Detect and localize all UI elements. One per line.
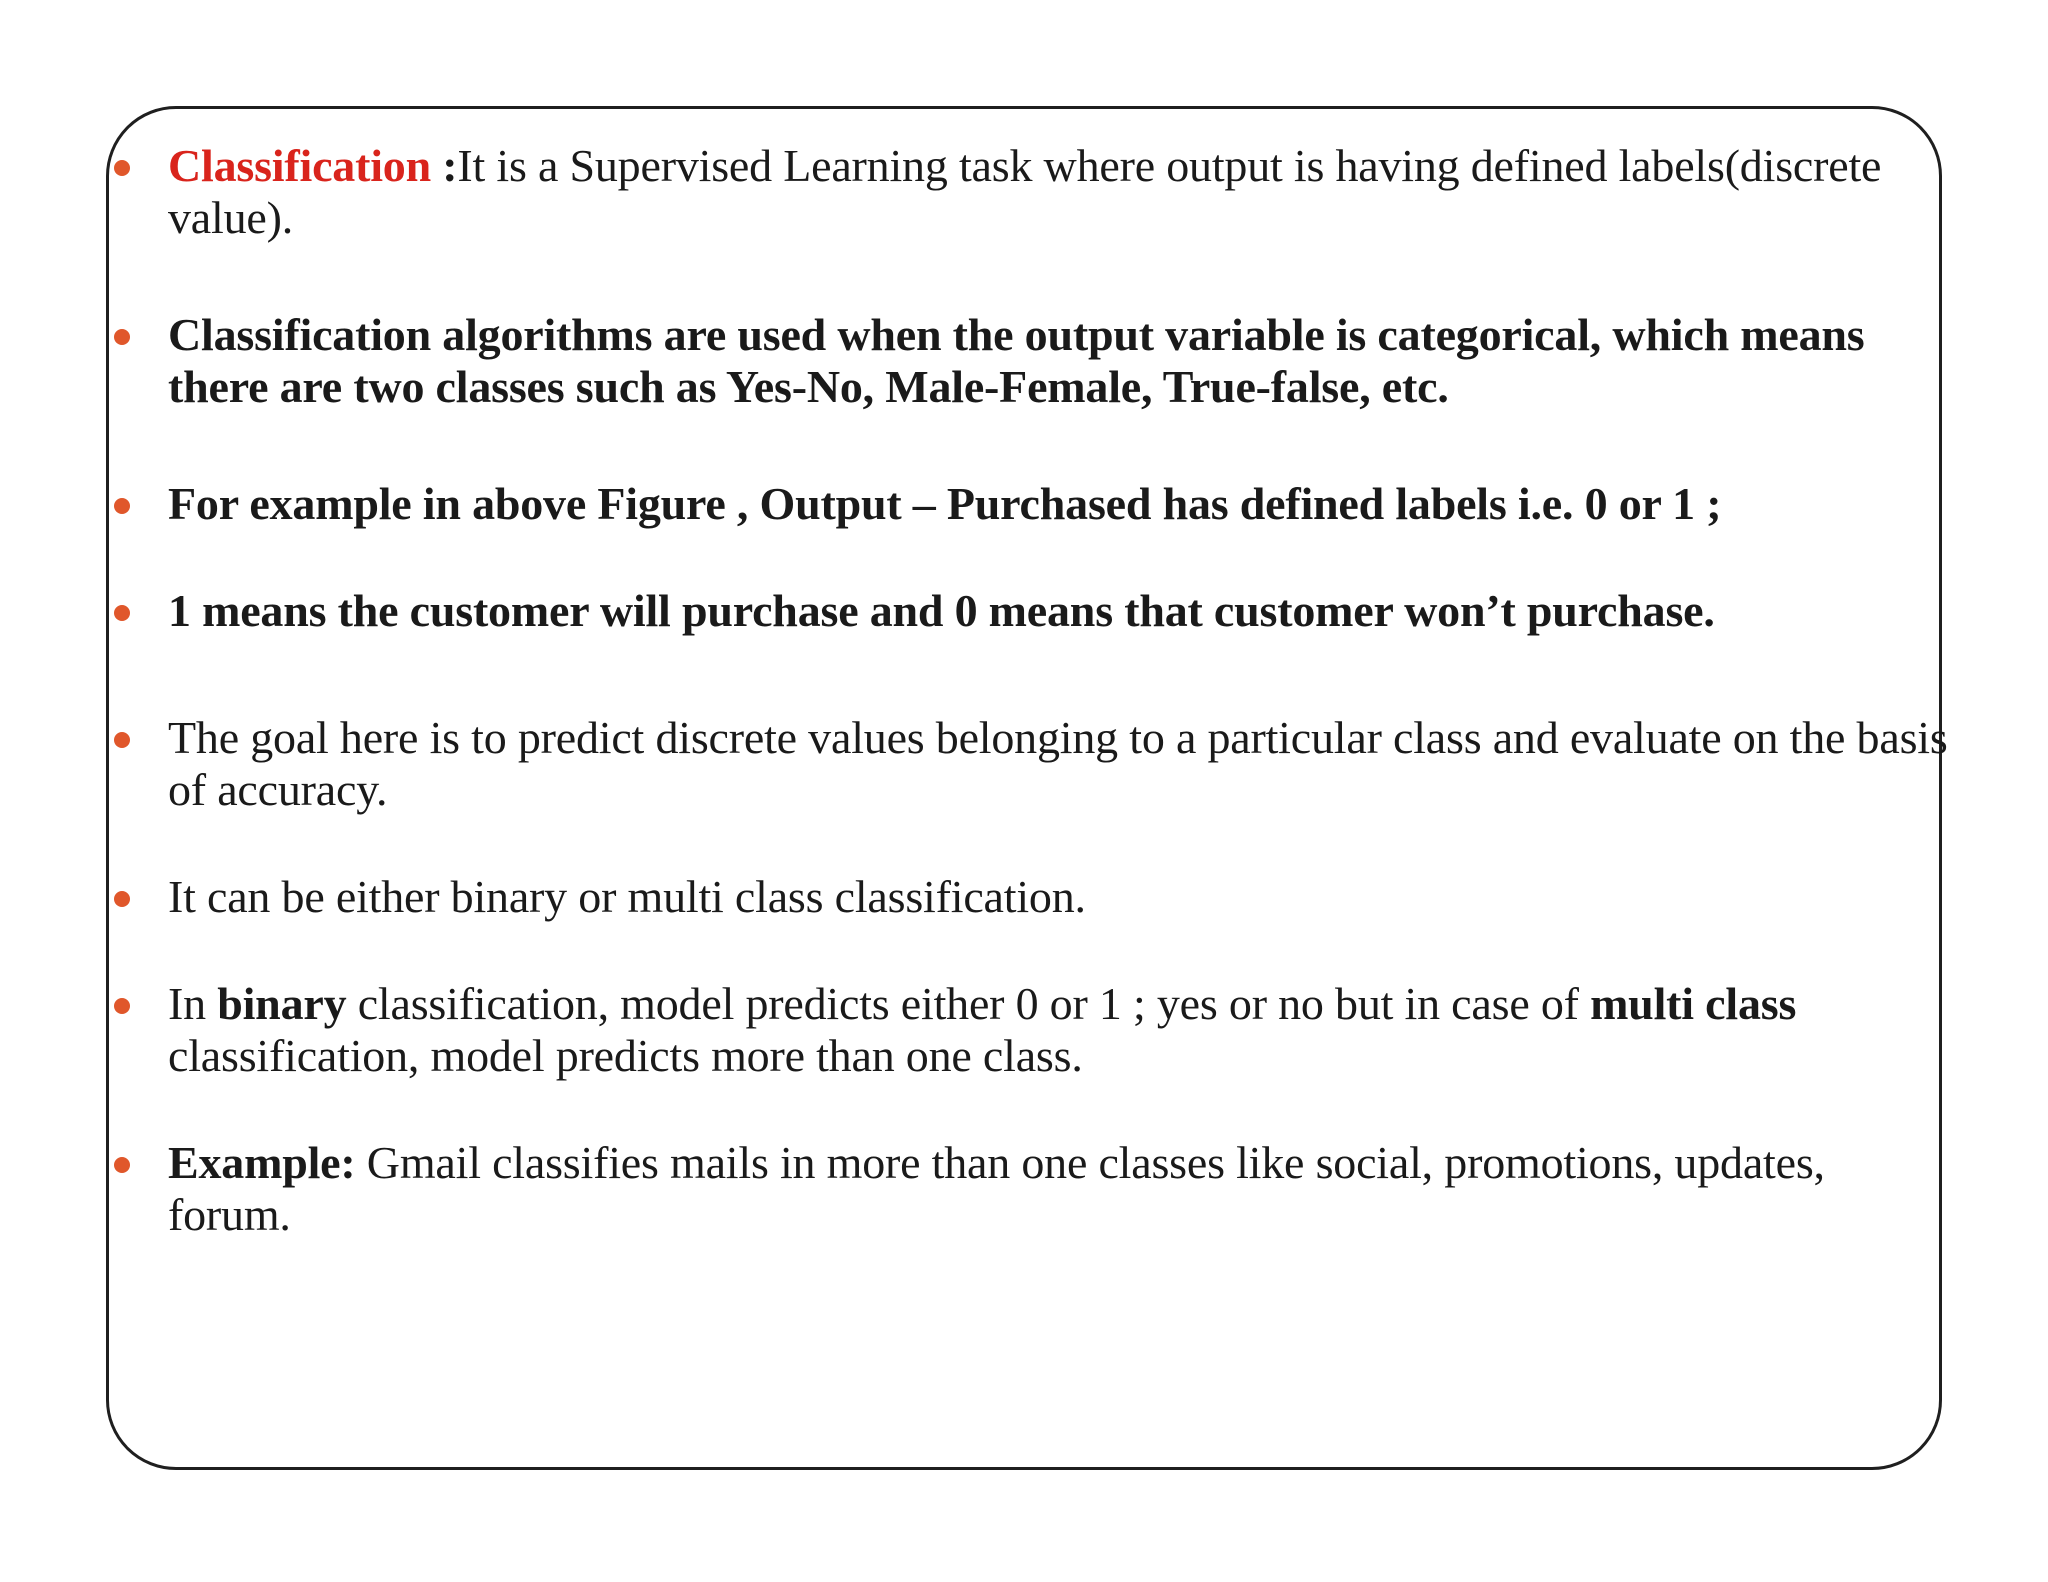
term-binary: binary xyxy=(217,978,347,1029)
term-multi-class: multi class xyxy=(1590,978,1797,1029)
bullet-figure-example xyxy=(108,478,1948,530)
definition-text: It is a Supervised Learning task where output is having defined labels(discrete value). xyxy=(168,140,1882,243)
bullet-text: The goal here is to predict discrete values belonging to a particular class and evaluate on the basis of accuracy. xyxy=(168,712,1948,815)
bullet-list xyxy=(108,140,1948,1241)
text-mid: classification, model predicts either 0 or 1 ; yes or no but in case of xyxy=(346,978,1591,1029)
bullet-classification-definition xyxy=(108,140,1948,244)
bullet-dot-icon xyxy=(114,605,130,621)
bullet-purchase-meaning xyxy=(108,585,1948,637)
bullet-binary-vs-multi xyxy=(108,978,1948,1082)
bullet-text: Classification algorithms are used when the output variable is categorical, which means there are two classes such as Yes-No, Male-Female, True-false, etc. xyxy=(168,309,1865,412)
example-label: Example: xyxy=(168,1137,356,1188)
bullet-goal xyxy=(108,712,1948,816)
bullet-dot-icon xyxy=(114,160,130,176)
bullet-text: It can be either binary or multi class classification. xyxy=(168,871,1086,922)
bullet-dot-icon xyxy=(114,998,130,1014)
bullet-gmail-example xyxy=(108,1137,1948,1241)
bullet-dot-icon xyxy=(114,1157,130,1173)
bullet-dot-icon xyxy=(114,498,130,514)
bullet-text: For example in above Figure , Output – Purchased has defined labels i.e. 0 or 1 ; xyxy=(168,478,1722,529)
bullet-binary-or-multi xyxy=(108,871,1948,923)
bullet-dot-icon xyxy=(114,891,130,907)
bullet-dot-icon xyxy=(114,329,130,345)
text-post: classification, model predicts more than one class. xyxy=(168,1030,1083,1081)
term-classification: Classification xyxy=(168,140,443,191)
example-text: Gmail classifies mails in more than one classes like social, promotions, updates, forum. xyxy=(168,1137,1825,1240)
text-pre: In xyxy=(168,978,218,1029)
bullet-text: 1 means the customer will purchase and 0 means that customer won’t purchase. xyxy=(168,585,1715,636)
bullet-categorical-output xyxy=(108,309,1948,413)
term-separator: : xyxy=(442,140,458,191)
bullet-dot-icon xyxy=(114,732,130,748)
